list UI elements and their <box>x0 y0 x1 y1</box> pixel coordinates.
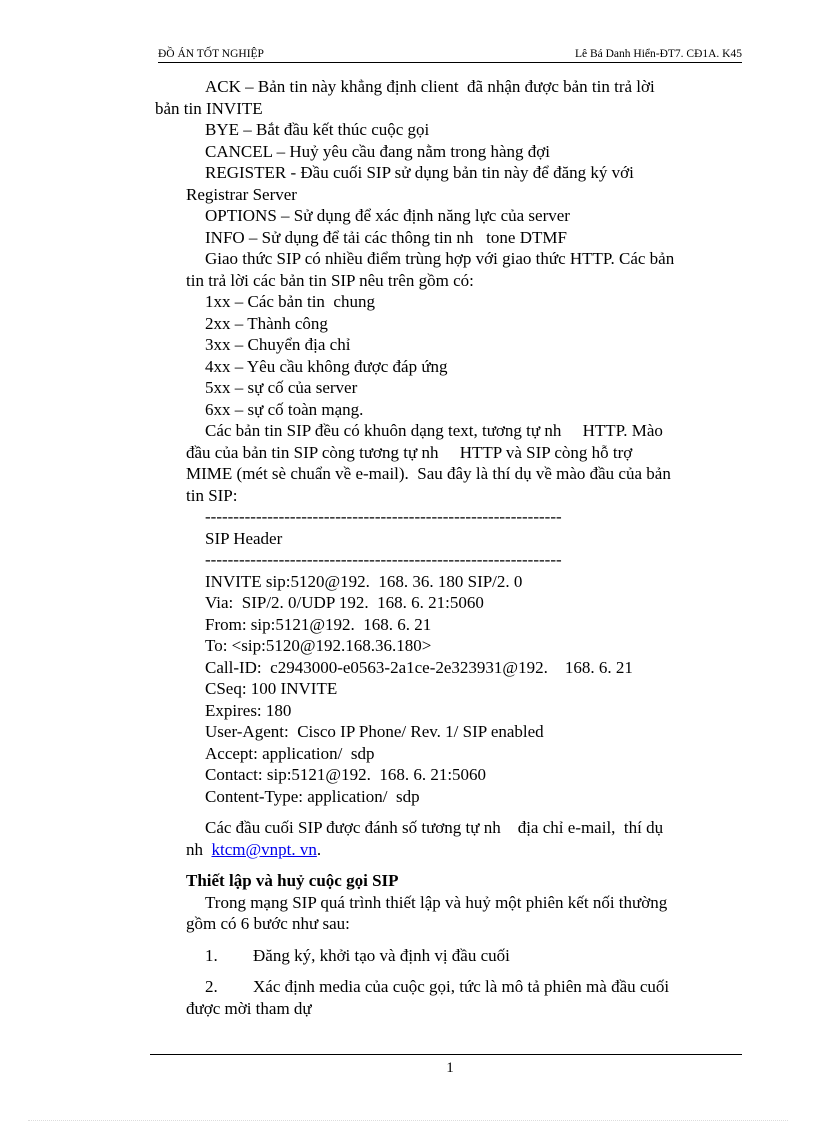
list-text: Đăng ký, khởi tạo và định vị đầu cuối <box>253 945 510 965</box>
text-line <box>150 839 740 861</box>
page-edge-dots <box>28 1120 788 1121</box>
sip-dash-line: --------------------------------------------------------------- <box>205 507 562 526</box>
spacer <box>150 966 740 976</box>
text-line: BYE – Bắt đầu kết thúc cuộc gọi <box>205 120 430 139</box>
list-number: 2. <box>205 977 218 996</box>
text-line: CANCEL – Huỷ yêu cầu đang nằm trong hàng đợi <box>205 141 550 161</box>
sip-header-row: To: <sip:5120@192.168.36.180> <box>205 636 432 655</box>
text-prefix: nh <box>186 839 203 859</box>
list-text: Xác định media của cuộc gọi, tức là mô tả phiên mà đầu cuối <box>253 977 670 996</box>
text-line: gồm có 6 bước như sau: <box>186 914 350 933</box>
sip-header-row: From: sip:5121@192. 168. 6. 21 <box>205 614 432 634</box>
text-line: 3xx – Chuyển địa chỉ <box>205 335 351 354</box>
header-right: Lê Bá Danh Hiển-ĐT7. CĐ1A. K45 <box>574 48 742 60</box>
page-number: 1 <box>446 1060 454 1076</box>
text-line: tin trả lời các bản tin SIP nêu trên gồm có: <box>186 270 474 290</box>
text-line: 5xx – sự cố của server <box>205 378 358 397</box>
text-line: Trong mạng SIP quá trình thiết lập và huỷ một phiên kết nối thường <box>205 892 668 912</box>
sip-header-row: Expires: 180 <box>205 700 292 720</box>
page-content <box>150 76 740 1019</box>
text-line: 1xx – Các bản tin chung <box>205 292 375 311</box>
sip-header-row: CSeq: 100 INVITE <box>205 679 338 698</box>
spacer <box>150 807 740 817</box>
text-line: REGISTER - Đầu cuối SIP sử dụng bản tin này để đăng ký với <box>205 163 634 182</box>
spacer <box>150 935 740 945</box>
text-line: đầu của bản tin SIP còng tương tự nh HTTP và SIP còng hỗ trợ <box>186 442 633 462</box>
text-line: tin SIP: <box>186 485 238 505</box>
header-left: ĐỒ ÁN TỐT NGHIỆP <box>158 48 264 60</box>
text-line: bản tin INVITE <box>155 98 263 118</box>
text-line: Các bản tin SIP đều có khuôn dạng text, tương tự nh HTTP. Mào <box>205 421 663 440</box>
text-suffix: . <box>316 839 322 859</box>
email-link[interactable]: ktcm@vnpt. vn <box>211 839 317 859</box>
sip-header-row: Contact: sip:5121@192. 168. 6. 21:5060 <box>205 765 487 784</box>
section-heading: Thiết lập và huỷ cuộc gọi SIP <box>186 871 399 890</box>
text-line: được mời tham dự <box>186 998 312 1018</box>
text-line: Giao thức SIP có nhiều điểm trùng hợp với giao thức HTTP. Các bản <box>205 249 675 268</box>
text-line: Các đầu cuối SIP được đánh số tương tự nh địa chỉ e-mail, thí dụ <box>205 818 664 837</box>
text-line: 6xx – sự cố toàn mạng. <box>205 399 364 419</box>
text-line: Registrar Server <box>186 184 297 204</box>
text-line: MIME (mét sè chuẩn về e-mail). Sau đây là thí dụ về mào đầu của bản <box>186 464 671 483</box>
spacer <box>150 860 740 870</box>
text-line: 4xx – Yêu cầu không được đáp ứng <box>205 356 448 376</box>
sip-header-row: Via: SIP/2. 0/UDP 192. 168. 6. 21:5060 <box>205 593 484 612</box>
page-header <box>158 48 742 63</box>
list-item <box>150 976 740 998</box>
sip-header-row: INVITE sip:5120@192. 168. 36. 180 SIP/2. 0 <box>205 571 523 591</box>
footer-rule <box>150 1054 742 1055</box>
sip-header-title: SIP Header <box>205 528 283 548</box>
sip-header-row: Call-ID: c2943000-e0563-2a1ce-2e323931@192. 168. 6. 21 <box>205 657 633 677</box>
sip-header-row: Accept: application/ sdp <box>205 743 375 763</box>
sip-dash-line: --------------------------------------------------------------- <box>205 550 562 569</box>
list-number: 1. <box>205 945 218 965</box>
list-item <box>150 945 740 967</box>
text-line: OPTIONS – Sử dụng để xác định năng lực của server <box>205 206 570 225</box>
sip-header-row: Content-Type: application/ sdp <box>205 786 420 806</box>
text-line: INFO – Sử dụng để tải các thông tin nh tone DTMF <box>205 227 567 247</box>
text-line: ACK – Bản tin này khẳng định client đã nhận được bản tin trả lời <box>205 77 655 96</box>
text-line: 2xx – Thành công <box>205 313 328 333</box>
sip-header-row: User-Agent: Cisco IP Phone/ Rev. 1/ SIP enabled <box>205 722 544 741</box>
